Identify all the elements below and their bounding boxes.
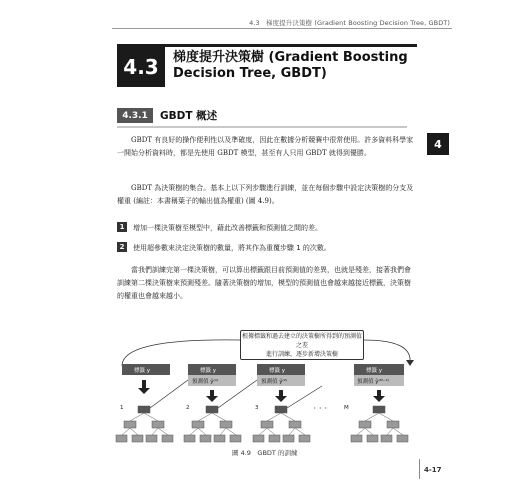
- paragraph-3: 當我們訓練完第一棵決策樹，可以算出標籤跟目前預測值的差異，也就是殘差，接著我們會訓練第二棵決策樹來預測殘差。隨著決策樹的增加，模型的預測值也會越來越接近標籤，決策樹的權重也會越來越小。: [117, 266, 411, 300]
- decision-tree-2: [184, 406, 241, 442]
- label-box-text: 標籤 y: [200, 368, 217, 374]
- decision-tree-3: [253, 406, 310, 442]
- tree-index-1: 1: [120, 405, 124, 411]
- tree-group-3: [257, 364, 305, 386]
- section-number-badge: 4.3.1: [117, 108, 153, 123]
- prediction-box-text: 預測值 ŷ⁽²⁾: [261, 379, 288, 385]
- step-1: [117, 222, 417, 234]
- footer-divider: [419, 459, 420, 479]
- step-text: 使用超參數來決定決策樹的數量，將其作為重覆步驟 1 的次數。: [133, 244, 331, 252]
- ellipsis: ・・・: [312, 406, 329, 412]
- paragraph-1: GBDT 有良好的操作便利性以及準確度，因此在數據分析競賽中很常使用。許多資料科學家一開始分析資料時，都是先使用 GBDT 模型，甚至有人只用 GBDT 就得到優勝。: [117, 136, 414, 157]
- running-header-section: 4.3: [249, 19, 260, 27]
- callout-line-1: 根據標籤和過去建立的決策樹所得到的預測值之差: [241, 332, 362, 349]
- chapter-title: 梯度提升決策樹 (Gradient Boosting Decision Tree, GBDT): [173, 50, 408, 81]
- prediction-box-text: 預測值 ŷ⁽¹⁾: [192, 379, 219, 385]
- callout-arrow: [122, 340, 240, 366]
- decision-tree-m: [351, 406, 408, 442]
- page-number: 4-17: [424, 466, 442, 474]
- section-title: GBDT 概述: [160, 110, 218, 122]
- label-box-text: 標籤 y: [269, 368, 286, 374]
- step-number-badge: 1: [117, 222, 127, 232]
- callout-line-2: 進行訓練，逐步新增決策樹: [265, 350, 338, 358]
- label-box-text: 標籤 y: [366, 368, 383, 374]
- callout-arrow-head: [406, 360, 414, 366]
- section-underline: [117, 126, 407, 128]
- running-header: [249, 18, 450, 27]
- figure-callout: [240, 330, 364, 360]
- tree-index-2: 2: [186, 405, 190, 411]
- step-2: [117, 242, 417, 254]
- header-divider: [112, 28, 452, 29]
- tree-index-3: 3: [255, 405, 259, 411]
- tree-group-m: [354, 364, 404, 386]
- chapter-number: 4.3: [117, 47, 165, 87]
- tree-index-m: M: [344, 405, 349, 411]
- figure-caption: 圖 4.9 GBDT 的訓練: [232, 449, 298, 457]
- prediction-box-text: 預測值 ŷ⁽ᴹ⁻¹⁾: [357, 379, 390, 385]
- callout-arrow-right: [364, 340, 410, 362]
- paragraph-2: GBDT 為決策樹的集合。基本上以下列步驟進行訓練，並在每個步驟中設定決策樹的分支及權重 (編註：本書稱葉子的輸出值為權重) (圖 4.9)。: [117, 184, 414, 205]
- label-box-text: 標籤 y: [134, 368, 151, 374]
- step-text: 增加一棵決策樹至模型中，藉此改善標籤和預測值之間的差。: [133, 224, 322, 232]
- step-number-badge: 2: [117, 242, 127, 252]
- tree-group-2: [188, 364, 236, 386]
- decision-tree-1: [116, 406, 173, 442]
- chapter-side-tab: 4: [427, 133, 449, 155]
- running-header-title: 梯度提升決策樹 (Gradient Boosting Decision Tree, GBDT): [265, 19, 450, 27]
- tree-group-1: [122, 364, 170, 375]
